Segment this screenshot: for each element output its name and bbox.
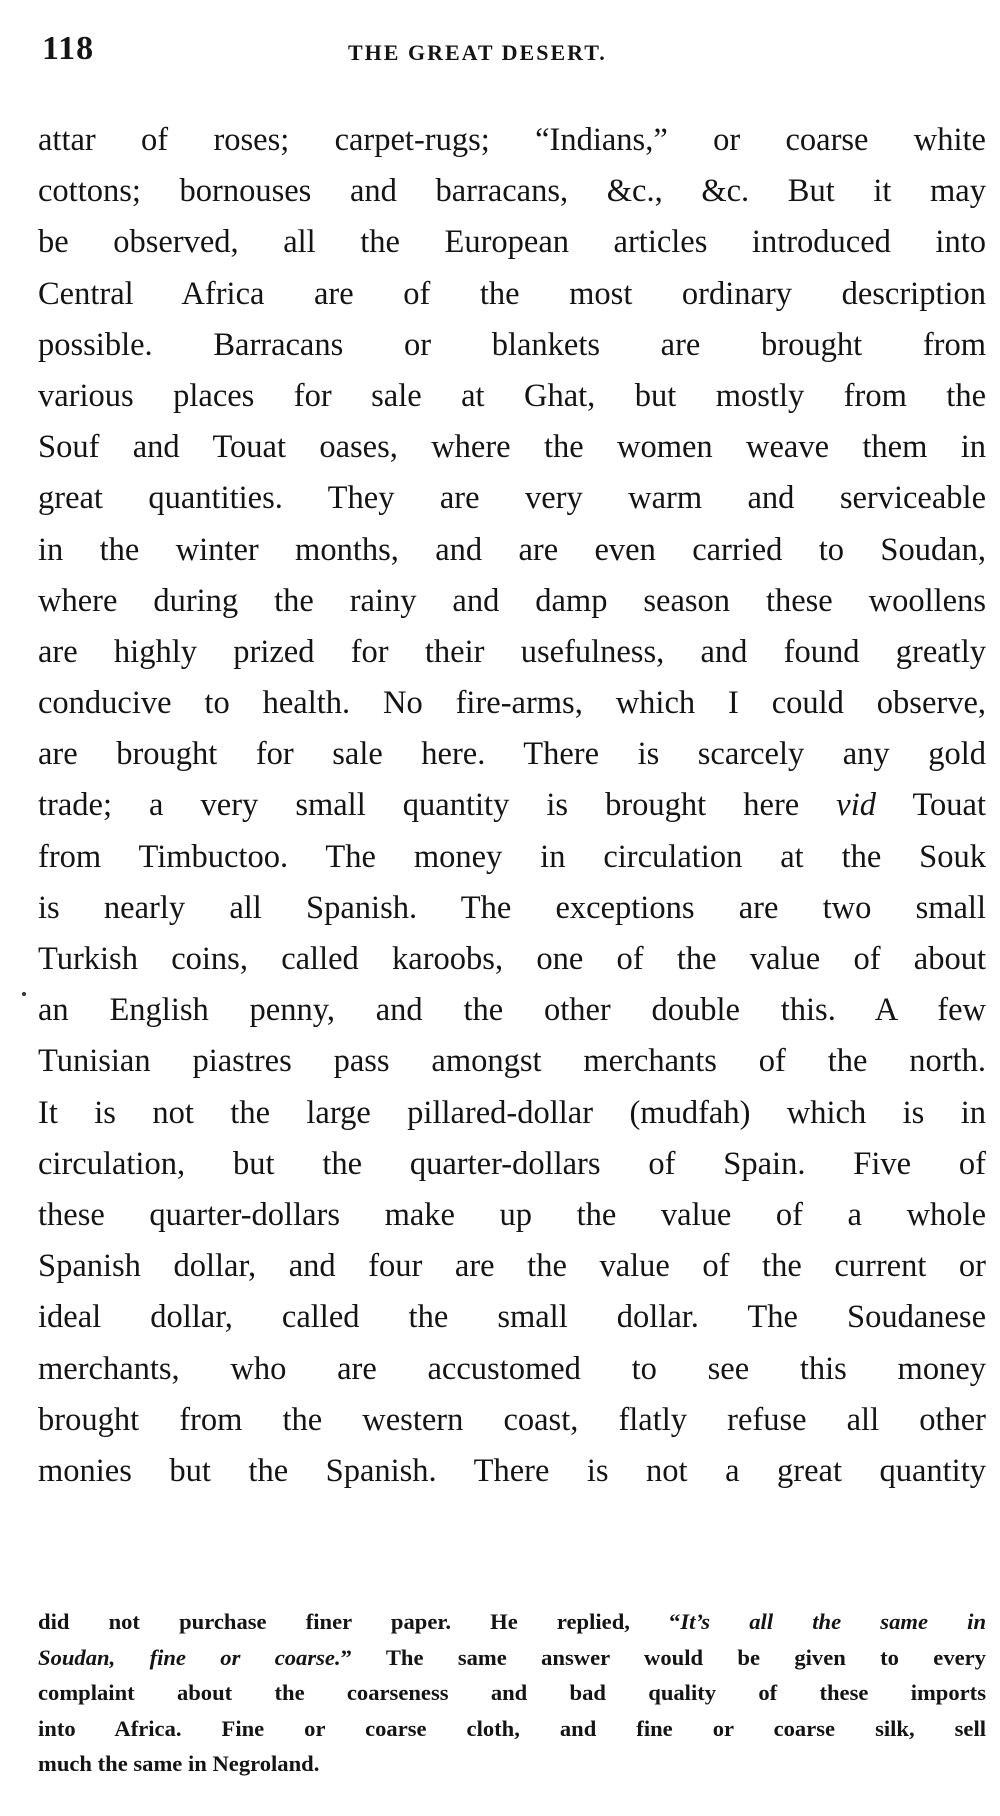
- text-line: Souf and Touat oases, where the women weave them in: [38, 429, 986, 466]
- text-line: great quantities. They are very warm and serviceable: [38, 480, 986, 517]
- text-segment: Touat: [875, 787, 986, 824]
- text-line: is nearly all Spanish. The exceptions are two small: [38, 889, 986, 926]
- text-line: cottons; bornouses and barracans, &c., &c. But it may: [38, 173, 986, 210]
- text-line: various places for sale at Ghat, but mostly from the: [38, 377, 986, 414]
- text-line: merchants, who are accustomed to see this money: [38, 1350, 986, 1387]
- text-line: Central Africa are of the most ordinary description: [38, 275, 986, 312]
- text-line: conducive to health. No fire-arms, which I could observe,: [38, 685, 986, 722]
- italic-quote: Soudan, fine or coarse.: [38, 1644, 341, 1670]
- footnote: [38, 1604, 986, 1782]
- footnote-line: complaint about the coarseness and bad quality of these imports: [38, 1680, 986, 1705]
- italic-quote: It’s all the same in: [680, 1609, 987, 1634]
- text-line: Spanish dollar, and four are the value of the current or: [38, 1248, 986, 1285]
- page-header: [42, 30, 960, 80]
- text-line: are highly prized for their usefulness, and found greatly: [38, 633, 986, 670]
- italic-word: vid: [836, 787, 876, 824]
- text-line: brought from the western coast, flatly refuse all other: [38, 1401, 986, 1438]
- text-line: these quarter-dollars make up the value of a whole: [38, 1196, 986, 1233]
- text-segment: trade; a very small quantity is brought here: [38, 787, 837, 824]
- text-line: from Timbuctoo. The money in circulation at the Souk: [38, 838, 986, 875]
- footnote-line: into Africa. Fine or coarse cloth, and fine or coarse silk, sell: [38, 1715, 986, 1741]
- text-line: monies but the Spanish. There is not a great quantity: [38, 1452, 986, 1489]
- text-line: be observed, all the European articles introduced into: [38, 224, 986, 261]
- text-line-with-italic: [38, 780, 986, 831]
- footnote-line: much the same in Negroland.: [38, 1751, 320, 1776]
- page-number: 118: [42, 30, 95, 67]
- text-line: an English penny, and the other double this. A few: [38, 992, 986, 1029]
- text-line: circulation, but the quarter-dollars of Spain. Five of: [38, 1145, 986, 1182]
- text-line: where during the rainy and damp season these woollens: [38, 582, 986, 619]
- text-line: Tunisian piastres pass amongst merchants of the north.: [38, 1043, 986, 1080]
- text-line: possible. Barracans or blankets are brought from: [38, 326, 986, 363]
- text-line: It is not the large pillared-dollar (mudfah) which is in: [38, 1094, 986, 1131]
- text-line: in the winter months, and are even carried to Soudan,: [38, 531, 986, 568]
- footnote-line: [38, 1640, 986, 1676]
- body-paragraph: [38, 115, 986, 1497]
- text-line: ideal dollar, called the small dollar. The Soudanese: [38, 1299, 986, 1336]
- text-line: are brought for sale here. There is scarcely any gold: [38, 736, 986, 773]
- margin-mark: [22, 992, 26, 996]
- text-segment: did not purchase finer paper. He replied, “: [38, 1609, 681, 1634]
- text-line: attar of roses; carpet-rugs; “Indians,” or coarse white: [38, 122, 986, 158]
- running-title: THE GREAT DESERT.: [348, 40, 607, 65]
- footnote-line: [38, 1604, 986, 1640]
- text-segment: ” The same answer would be given to every: [340, 1644, 986, 1670]
- text-line: Turkish coins, called karoobs, one of the value of about: [38, 941, 986, 977]
